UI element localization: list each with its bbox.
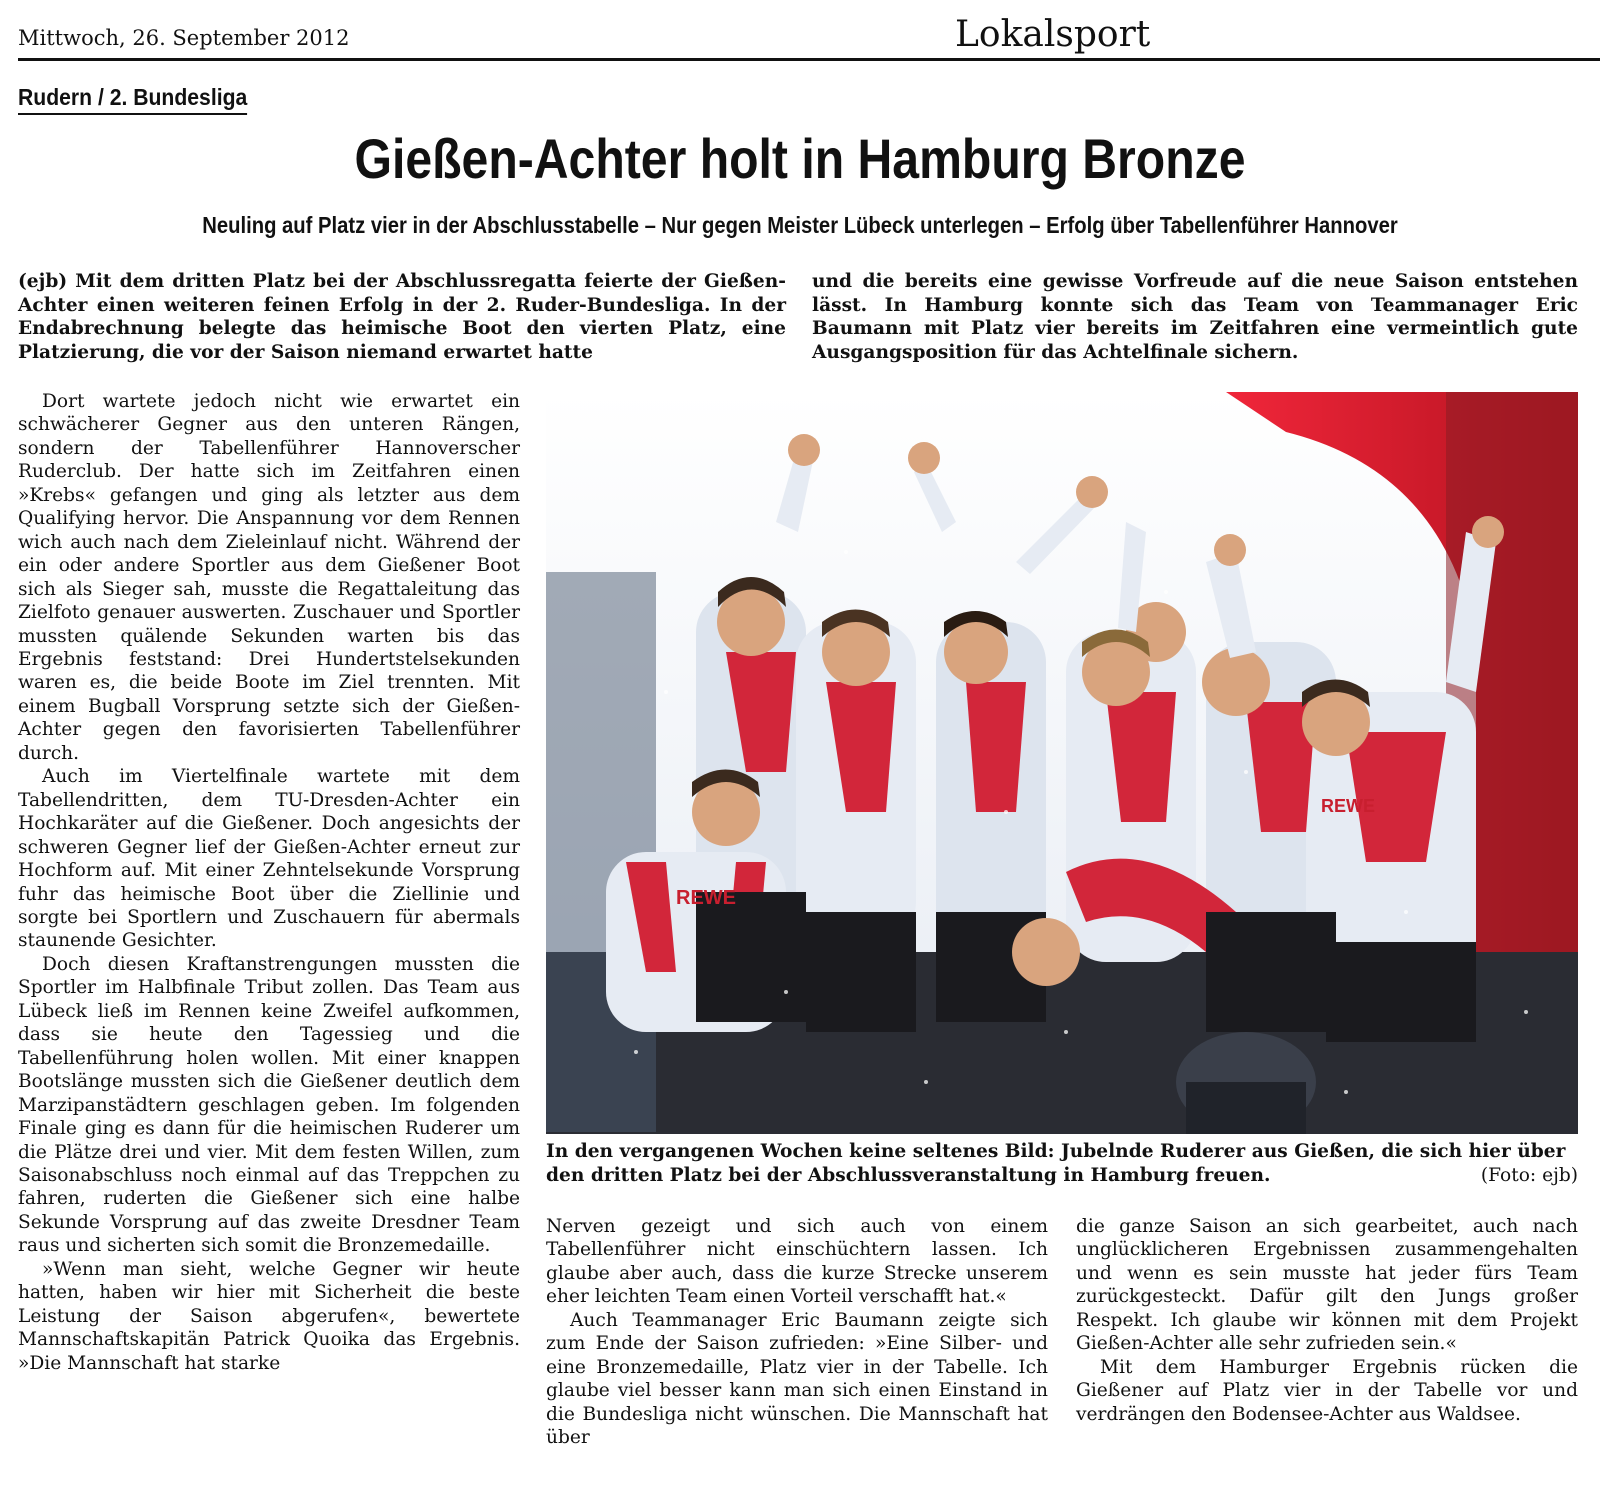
photo xyxy=(546,392,1578,1134)
col1-paragraph: Auch im Viertelfinale wartete mit dem Tabellendritten, dem TU-Dresden-Achter ein Hochkaräter auf die Gießener. Doch angesichts der schweren Gegner lief der Gießen-Achter erneut zur Hochform auf. Mit einer Zehntelsekunde Vorsprung fuhr das heimische Boot über die Ziellinie und sorgte bei Sportlern und Zuschauern für abermals staunende Gesichter. xyxy=(18,766,520,952)
col2-paragraph: Auch Teammanager Eric Baumann zeigte sich zum Ende der Saison zufrieden: »Eine Silber- und eine Bronzemedaille, Platz vier in der Tabelle. Ich glaube viel besser kann man sich einen Einstand in die Bundesliga nicht wünschen. Die Mannschaft hat über xyxy=(546,1309,1048,1449)
headline: Gießen-Achter holt in Hamburg Bronze xyxy=(354,127,1246,190)
lead-left: (ejb) Mit dem dritten Platz bei der Abschlussregatta feierte der Gießen-Achter einen weiteren feinen Erfolg in der 2. Ruder-Bundesliga. In der Endabrechnung belegte das heimische Boot den vierten Platz, eine Platzierung, die vor der Saison niemand erwartet hatte xyxy=(18,271,786,363)
section-title: Lokalsport xyxy=(955,14,1151,55)
subheadline: Neuling auf Platz vier in der Abschlusstabelle – Nur gegen Meister Lübeck unterlegen – Erfolg über Tabellenführer Hannover xyxy=(202,212,1398,238)
sponsor-logo: REWE xyxy=(1321,796,1375,816)
column-3 xyxy=(1076,1215,1578,1426)
col3-paragraph: Mit dem Hamburger Ergebnis rücken die Gießener auf Platz vier in der Tabelle vor und verdrängen den Bodensee-Achter aus Waldsee. xyxy=(1076,1356,1578,1425)
rowers-celebration-photo xyxy=(546,392,1578,1134)
col1-paragraph: Dort wartete jedoch nicht wie erwartet ein schwächerer Gegner aus den unteren Rängen, sondern der Tabellenführer Hannoverscher Ruderclub. Der hatte sich im Zeitfahren einen »Krebs« gefangen und ging als letzter aus dem Qualifying hervor. Die Anspannung vor dem Rennen wich auch nach dem Zieleinlauf nicht. Während der ein oder andere Sportler aus dem Gießener Boot sich als Sieger sah, musste die Regattaleitung das Zielfoto genauer auswerten. Zuschauer und Sportler mussten quälende Sekunden warten bis das Ergebnis feststand: Drei Hundertstelsekunden waren es, die beide Boote im Ziel trennten. Mit einem Bugball Vorsprung setzte sich der Gießen-Achter gegen den favorisierten Tabellenführer durch. xyxy=(18,391,520,764)
top-rule xyxy=(18,58,1600,61)
column-1 xyxy=(18,390,520,1375)
col3-paragraph: die ganze Saison an sich gearbeitet, auch nach unglücklicheren Ergebnissen zusammengehalten und wenn es sein musste hat jeder fürs Team zurückgesteckt. Dafür gilt den Jungs großer Respekt. Ich glaube wir können mit dem Projekt Gießen-Achter alle sehr zufrieden sein.« xyxy=(1076,1216,1578,1355)
column-2 xyxy=(546,1215,1048,1450)
col1-paragraph: Doch diesen Kraftanstrengungen mussten die Sportler im Halbfinale Tribut zollen. Das Team aus Lübeck ließ im Rennen keine Zweifel aufkommen, dass sie heute den Tagessieg und die Tabellenführung holen wollen. Mit einer knappen Bootslänge mussten sich die Gießener deutlich dem Marzipanstädtern geschlagen geben. Im folgenden Finale ging es dann für die heimischen Ruderer um die Plätze drei und vier. Mit dem festen Willen, zum Saisonabschluss noch einmal auf das Treppchen zu fahren, ruderten die Gießener sich eine halbe Sekunde Vorsprung auf das zweite Dresdner Team raus und sicherten sich somit die Bronzemedaille. xyxy=(18,953,520,1257)
col1-paragraph: »Wenn man sieht, welche Gegner wir heute hatten, haben wir hier mit Sicherheit die beste Leistung der Saison abgerufen«, bewertete Mannschaftskapitän Patrick Quoika das Ergebnis. »Die Mannschaft hat starke xyxy=(18,1258,520,1374)
photo-credit: (Foto: ejb) xyxy=(1480,1164,1578,1186)
kicker: Rudern / 2. Bundesliga xyxy=(18,84,247,115)
lead-right: und die bereits eine gewisse Vorfreude auf die neue Saison entstehen lässt. In Hamburg konnte sich das Team von Teammanager Eric Baumann mit Platz vier bereits im Zeitfahren eine vermeintlich gute Ausgangsposition für das Achtelfinale sichern. xyxy=(812,271,1578,363)
masthead-date: Mittwoch, 26. September 2012 xyxy=(18,26,350,50)
photo-caption xyxy=(546,1140,1578,1187)
sponsor-logo: REWE xyxy=(676,887,736,909)
col2-paragraph: Nerven gezeigt und sich auch von einem Tabellenführer nicht einschüchtern lassen. Ich glaube aber auch, dass die kurze Strecke unserem eher leichten Team einen Vorteil verschafft hat.« xyxy=(546,1216,1048,1308)
caption-text: In den vergangenen Wochen keine seltenes Bild: Jubelnde Ruderer aus Gießen, die sich hier über den dritten Platz bei der Abschlussveranstaltung in Hamburg freuen. xyxy=(546,1141,1566,1186)
